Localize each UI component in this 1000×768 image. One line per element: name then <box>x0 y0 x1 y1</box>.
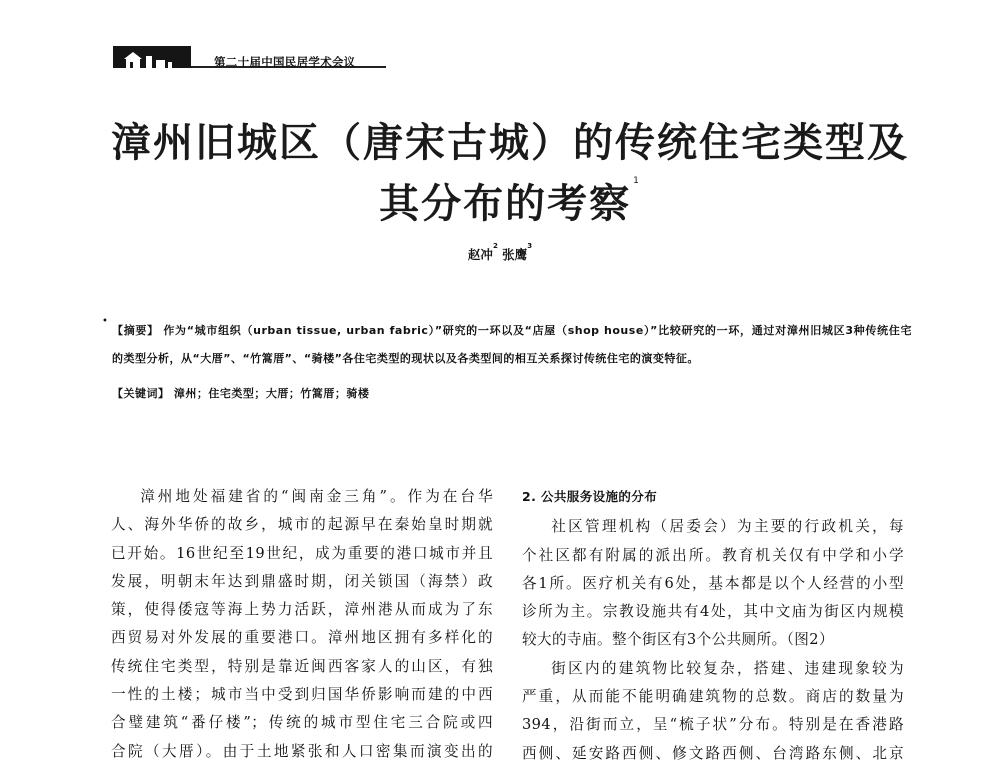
author-name: 张鹰 <box>502 247 528 262</box>
abstract: 【摘要】 作为“城市组织（urban tissue, urban fabric）”研究的一环以及“店屋（shop house）”比较研究的一环，通过对漳州旧城区3种传统住宅的类型分析，从“大厝”、“竹篙厝”、“骑楼”各住宅类型的现状以及各类型间的相互关系探讨传统住宅的演变特征。 <box>112 324 912 365</box>
title-footnote-mark: 1 <box>633 176 641 186</box>
body-line: 人、海外华侨的故乡，城市的起源早在秦始皇时期就 <box>111 516 493 534</box>
body-line: 较大的寺庙。整个街区有3个公共厕所。（图2） <box>522 631 834 649</box>
body-line: 一性的土楼；城市当中受到归国华侨影响而建的中西 <box>111 686 493 704</box>
body-line: 漳州地处福建省的“闽南金三角”。作为在台华 <box>140 488 493 505</box>
building-logo-icon <box>122 50 182 68</box>
keywords: 【关键词】 漳州；住宅类型；大厝；竹篙厝；骑楼 <box>112 387 370 400</box>
body-line: 传统住宅类型，特别是靠近闽西客家人的山区，有独 <box>111 657 493 675</box>
author-name: 赵冲 <box>467 247 493 262</box>
body-line: 发展，明朝末年达到鼎盛时期，闭关锁国（海禁）政 <box>111 572 493 590</box>
section-heading: 2. 公共服务设施的分布 <box>522 489 658 504</box>
left-column <box>111 483 493 766</box>
margin-mark: • <box>102 316 108 327</box>
paper-title-line-1: 漳州旧城区（唐宋古城）的传统住宅类型及 <box>111 120 909 166</box>
author-footnote-mark: 2 <box>492 242 498 250</box>
paper-title-line-2: 其分布的考察 $^1$ <box>379 176 641 227</box>
authors <box>0 242 1000 263</box>
body-line: 合璧建筑“番仔楼”；传统的城市型住宅三合院或四 <box>111 714 493 732</box>
body-line: 个社区都有附属的派出所。教育机关仅有中学和小学 <box>522 546 904 564</box>
conference-logo <box>113 46 191 68</box>
body-line: 严重，从而能不能明确建筑物的总数。商店的数量为 <box>522 688 904 706</box>
conference-title: 第二十届中国民居学术会议 <box>214 55 356 69</box>
body-line: 西侧、延安路西侧、修文路西侧、台湾路东侧、北京 <box>522 744 904 762</box>
author-footnote-mark: 3 <box>527 242 533 250</box>
body-line: 394，沿街而立，呈“梳子状”分布。特别是在香港路 <box>522 716 904 734</box>
body-line: 街区内的建筑物比较复杂，搭建、违建现象较为 <box>551 659 904 677</box>
body-line: 已开始。16世纪至19世纪，成为重要的港口城市并且 <box>111 544 493 562</box>
body-line: 策，使得倭寇等海上势力活跃，漳州港从而成为了东 <box>111 601 493 619</box>
body-line: 社区管理机构（居委会）为主要的行政机关，每 <box>551 518 904 536</box>
body-line: 诊所为主。宗教设施共有4处，其中文庙为街区内规模 <box>522 603 904 621</box>
body-line: 各1所。医疗机关有6处，基本都是以个人经营的小型 <box>522 574 904 592</box>
body-line: 西贸易对外发展的重要港口。漳州地区拥有多样化的 <box>111 629 493 647</box>
body-line: 合院（大厝）。由于土地紧张和人口密集而演变出的 <box>111 742 493 760</box>
right-column <box>522 483 904 768</box>
